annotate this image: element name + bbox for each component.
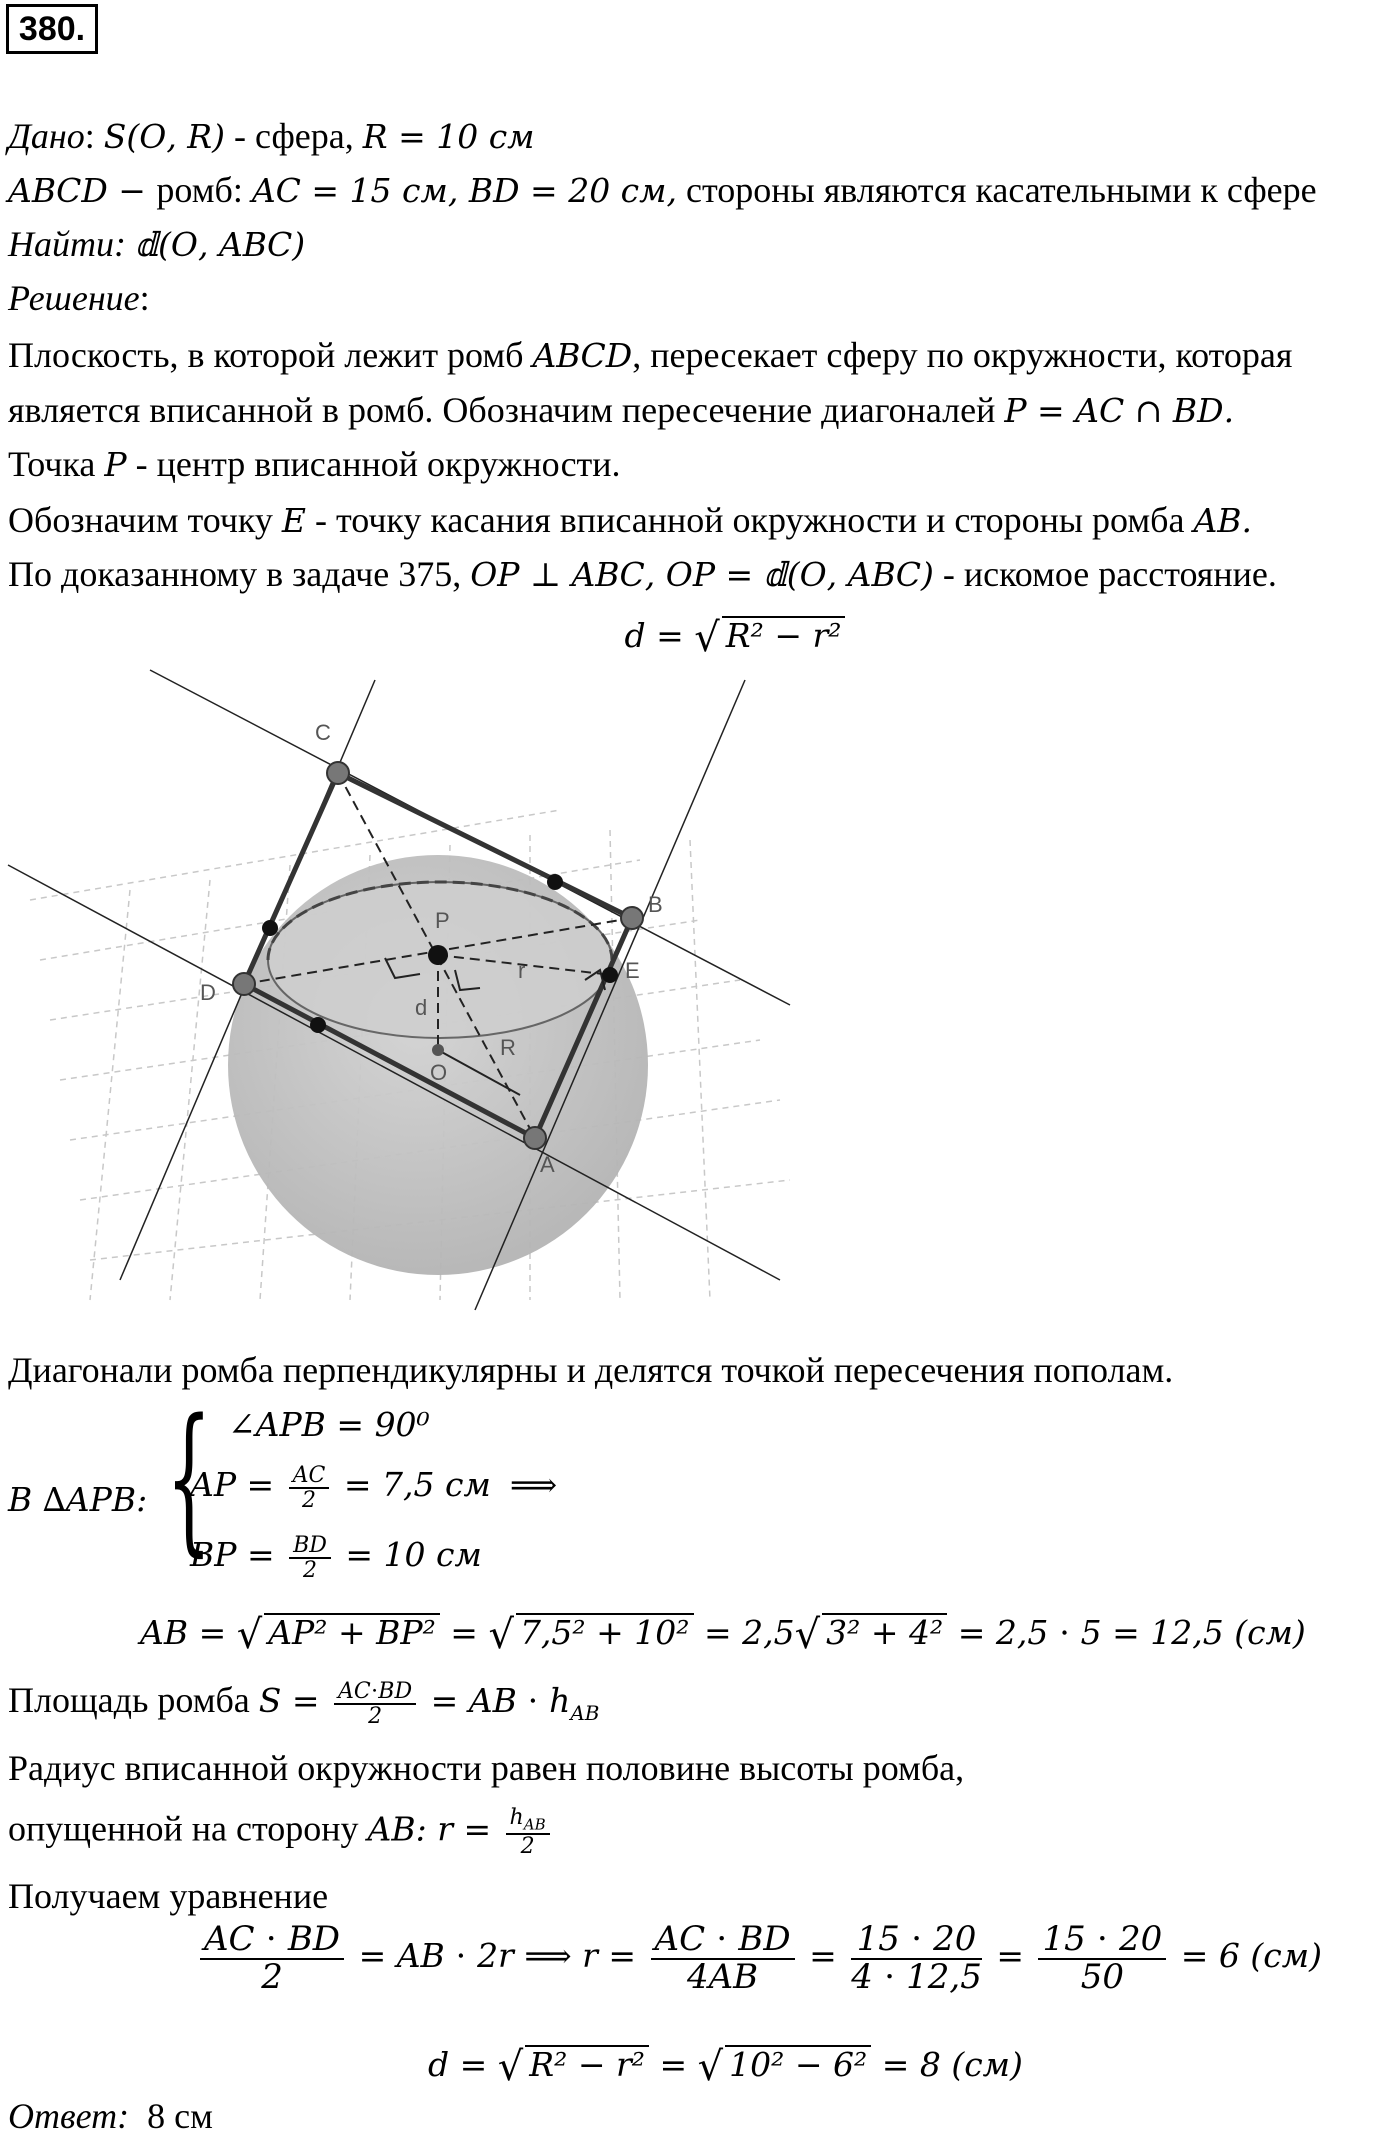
radius-statement-1: Радиус вписанной окружности равен половине высоты ромба, [8,1748,965,1788]
system-line-2 [190,1462,557,1512]
distance-formula-lhs: 𝑑 = [624,616,695,655]
p1-math: 𝐴𝐵𝐶𝐷 [532,336,633,375]
ap-rhs: = 7,5 см [333,1465,491,1504]
sphere-text: - сфера, [225,116,363,156]
final-radicand-1: 𝑅² − 𝑟² [525,2045,649,2083]
angle-apb: ∠𝐴𝑃𝐵 = 90⁰ [228,1405,430,1444]
ab-radicand-3: 3² + 4² [822,1613,947,1651]
label-b: B [648,892,663,917]
radius-fraction-num-sub: 𝐴𝐵 [523,1815,546,1834]
p5-text-b: - искомое расстояние. [933,554,1277,594]
solution-label: Решение [8,278,140,318]
final-equation: 𝑑 = √ 𝑅² − 𝑟² = √ 10² − 6² = 8 (см) [428,2044,1023,2090]
p2-text: является вписанной в ромб. Обозначим пересечение диагоналей [8,390,1005,430]
area-text: Площадь ромба [8,1680,259,1720]
answer-value: 8 см [129,2096,213,2136]
eq-rhs: = 6 (см) [1170,1935,1322,1975]
p4-text-b: - точку касания вписанной окружности и стороны ромба [306,500,1194,540]
eq-f3-num: 15 ⋅ 20 [851,1922,982,1960]
final-radicand-2: 10² − 6² [725,2045,871,2083]
area-subscript: 𝐴𝐵 [570,1701,600,1726]
solution-paragraph-2 [8,388,1234,433]
area-rhs: = 𝐴𝐵 ⋅ ℎ [420,1681,571,1720]
given-line-2 [8,168,1317,213]
ab-equation: 𝐴𝐵 = √ 𝐴𝑃² + 𝐵𝑃² = √ 7,5² + 10² = 2,5√ 3² + 4² = 2,5 ⋅ 5 = 12,5 (см) [140,1612,1306,1658]
rhombus-expression: 𝐴𝐵𝐶𝐷 − [8,171,157,210]
radius-statement-2 [8,1806,554,1858]
label-c: C [315,720,331,745]
radius-expression: 𝑅 = 10 см [362,117,535,156]
triangle-label [8,1477,147,1522]
p4-text-a: Обозначим точку [8,500,282,540]
given-label: Дано [8,116,85,156]
p3-text-a: Точка [8,444,105,484]
eq-f1-num: 𝐴𝐶 ⋅ 𝐵𝐷 [200,1922,344,1960]
ab-eq-1: = [439,1613,489,1652]
eq-f3-den: 4 ⋅ 12,5 [851,1956,982,1997]
distance-formula [0,614,1400,661]
tangent-text: стороны являются касательными к сфере [677,170,1317,210]
system-line-3 [190,1532,482,1582]
ab-lhs: 𝐴𝐵 = [140,1613,237,1652]
p1-text-b: , пересекает сферу по окружности, которая [632,335,1293,375]
label-e: E [625,958,640,983]
radius-fraction-num: ℎ [509,1805,524,1830]
find-expression: 𝕕(𝑂, 𝐴𝐵𝐶) [134,225,306,264]
label-r-small: r [518,958,526,983]
solution-paragraph-3 [8,442,621,487]
solution-paragraph-1 [8,333,1292,378]
ap-lhs: 𝐴𝑃 = [190,1465,285,1504]
p4-math-ab: 𝐴𝐵. [1193,501,1253,540]
p5-text-a: По доказанному в задаче 375, [8,554,471,594]
label-a: A [540,1152,555,1177]
implies-arrow: ⟹ [509,1465,558,1504]
area-fraction-num: 𝐴𝐶⋅𝐵𝐷 [334,1680,416,1705]
radius-fraction-den: 2 [520,1834,535,1860]
eq-f1-den: 2 [261,1956,283,1997]
area-lhs: 𝑆 = [258,1681,331,1720]
find-line [8,222,305,267]
geometry-figure [0,660,800,1320]
ab-rhs: = 2,5 ⋅ 5 = 12,5 (см) [947,1613,1306,1652]
p1-text-a: Плоскость, в которой лежит ромб [8,335,533,375]
problem-number: 380. [6,4,98,54]
p3-text-b: - центр вписанной окружности. [126,444,621,484]
equation-intro: Получаем уравнение [8,1876,329,1916]
p3-math: 𝑃 [104,445,127,484]
system-line-1 [228,1402,430,1447]
eq-f4-den: 50 [1080,1956,1124,1997]
area-fraction-den: 2 [368,1703,383,1729]
final-lhs: 𝑑 = [428,2045,498,2084]
answer-line [8,2094,213,2138]
rhombus-text: ромб: [156,170,252,210]
bp-rhs: = 10 см [334,1535,482,1574]
label-d-small: d [415,995,428,1020]
eq-f4-num: 15 ⋅ 20 [1038,1922,1166,1960]
solution-label-line: Решение: [8,278,150,318]
main-equation: $\frac{\text{𝐴𝐶 ⋅ 𝐵𝐷}}{2}$ = 𝐴𝐵 ⋅ 2𝑟 ⟹ 𝑟 = $\frac{\text{𝐴𝐶 ⋅ 𝐵𝐷}}{\text{4𝐴𝐵}}$ = $\frac{15 \cdot 20}{4 \cdot 12,5}$ = $\frac{15 \cdot 20}{50}$ = 6 (см) [196,1922,1322,1995]
bp-lhs: 𝐵𝑃 = [190,1535,286,1574]
ab-eq-2: = 2,5 [693,1613,795,1652]
ap-fraction-den: 2 [302,1487,317,1513]
sphere-expression: 𝑆(𝑂, 𝑅) [103,117,226,156]
given-line-1: Дано: 𝑆(𝑂, 𝑅) - сфера, 𝑅 = 10 см [8,116,535,156]
system-brace: { [166,1384,212,1571]
label-o: O [430,1060,448,1085]
distance-formula-radicand: 𝑅² − 𝑟² [722,616,846,654]
radius-expr: 𝐴𝐵: 𝑟 = [367,1809,502,1849]
eq-mid: = 𝐴𝐵 ⋅ 2𝑟 ⟹ 𝑟 = [348,1935,647,1975]
ab-radicand-1: 𝐴𝑃² + 𝐵𝑃² [264,1613,440,1651]
eq-f2-num: 𝐴𝐶 ⋅ 𝐵𝐷 [651,1922,795,1960]
bp-fraction-den: 2 [303,1557,317,1583]
p5-math: 𝑂𝑃 ⊥ 𝐴𝐵𝐶, 𝑂𝑃 = 𝕕(𝑂, 𝐴𝐵𝐶) [470,555,934,594]
bp-fraction-num: 𝐵𝐷 [289,1534,331,1559]
final-eq: = [648,2045,698,2084]
p2-math: 𝑃 = 𝐴𝐶 ∩ 𝐵𝐷. [1004,391,1235,430]
answer-label: Ответ: [8,2096,130,2136]
find-label: Найти: [8,224,126,264]
triangle-apb-label: В ∆𝐴𝑃𝐵: [8,1480,148,1519]
diagonals-expression: 𝐴𝐶 = 15 см, 𝐵𝐷 = 20 см, [251,171,678,210]
p4-math-e: 𝐸 [281,501,306,540]
solution-paragraph-5 [8,552,1277,597]
eq-f2-den: 4𝐴𝐵 [686,1956,759,1997]
diagonals-statement: Диагонали ромба перпендикулярны и делятся точкой пересечения пополам. [8,1350,1174,1390]
radical-sign: √ [694,615,720,661]
label-r-big: R [500,1035,516,1060]
solution-paragraph-4 [8,498,1252,543]
label-d: D [200,980,216,1005]
area-line [8,1678,600,1735]
label-p: P [435,908,450,933]
ap-fraction-num: 𝐴𝐶 [289,1464,330,1489]
final-rhs: = 8 (см) [871,2045,1023,2084]
radius-text: опущенной на сторону [8,1808,368,1849]
ab-radicand-2: 7,5² + 10² [516,1613,694,1651]
